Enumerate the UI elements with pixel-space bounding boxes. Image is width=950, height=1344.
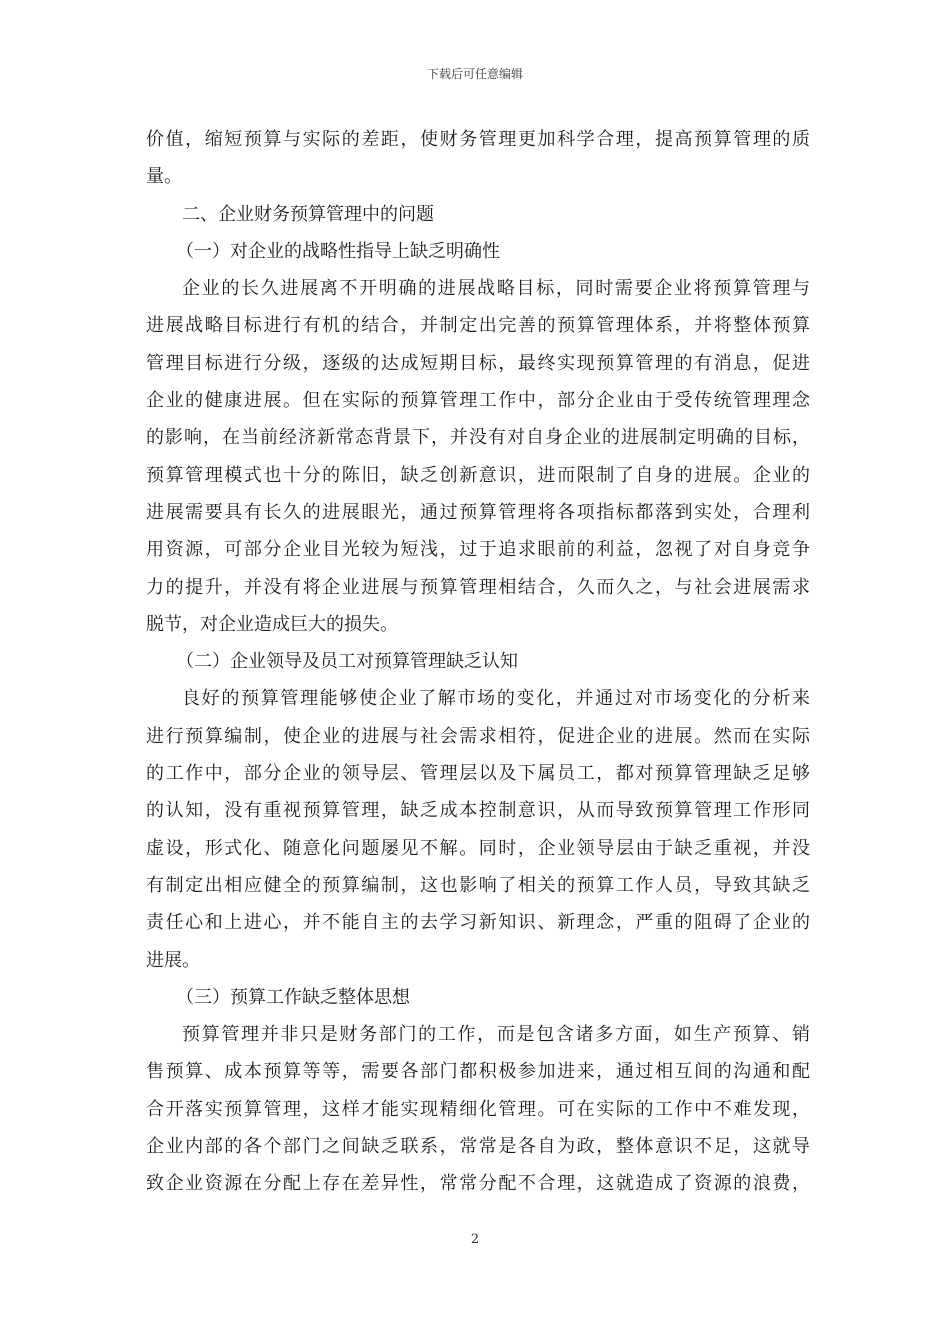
text-line: 用资源，可部分企业目光较为短浅，过于追求眼前的利益，忽视了对自身竞争 — [146, 539, 810, 561]
text-line: 合开落实预算管理，这样才能实现精细化管理。可在实际的工作中不难发现， — [146, 1098, 810, 1120]
subsection-heading: （二）企业领导及员工对预算管理缺乏认知 — [176, 651, 518, 673]
text-line: 企业内部的各个部门之间缺乏联系，常常是各自为政，整体意识不足，这就导 — [146, 1136, 810, 1158]
text-line: 虚设，形式化、随意化问题屡见不解。同时，企业领导层由于缺乏重视，并没 — [146, 837, 810, 859]
text-line: 价值，缩短预算与实际的差距，使财务管理更加科学合理，提高预算管理的质 — [146, 129, 810, 150]
text-line: 力的提升，并没有将企业进展与预算管理相结合，久而久之，与社会进展需求 — [146, 576, 810, 598]
text-line: 致企业资源在分配上存在差异性，常常分配不合理，这就造成了资源的浪费， — [146, 1173, 810, 1195]
text-line: 的认知，没有重视预算管理，缺乏成本控制意识，从而导致预算管理工作形同 — [146, 800, 810, 822]
text-line: 企业的长久进展离不开明确的进展战略目标，同时需要企业将预算管理与 — [182, 278, 810, 300]
section-heading: 二、企业财务预算管理中的问题 — [182, 203, 434, 225]
text-line: 有制定出相应健全的预算编制，这也影响了相关的预算工作人员，导致其缺乏 — [146, 874, 810, 896]
document-body — [146, 121, 810, 1203]
text-line: 责任心和上进心，并不能自主的去学习新知识、新理念，严重的阻碍了企业的 — [146, 912, 810, 934]
text-line: 脱节，对企业造成巨大的损失。 — [146, 613, 398, 635]
text-line: 进行预算编制，使企业的进展与社会需求相符，促进企业的进展。然而在实际 — [146, 725, 810, 747]
text-line: 进展需要具有长久的进展眼光，通过预算管理将各项指标都落到实处，合理利 — [146, 501, 810, 523]
text-line: 预算管理并非只是财务部门的工作，而是包含诸多方面，如生产预算、销 — [182, 1024, 810, 1046]
text-line: 售预算、成本预算等等，需要各部门都积极参加进来，通过相互间的沟通和配 — [146, 1061, 810, 1083]
text-line: 良好的预算管理能够使企业了解市场的变化，并通过对市场变化的分析来 — [182, 688, 810, 710]
page-number: 2 — [470, 1232, 480, 1247]
text-line: 管理目标进行分级，逐级的达成短期目标，最终实现预算管理的有消息，促进 — [146, 352, 810, 374]
subsection-heading: （一）对企业的战略性指导上缺乏明确性 — [176, 240, 500, 262]
text-line: 的影响，在当前经济新常态背景下，并没有对自身企业的进展制定明确的目标， — [146, 427, 810, 449]
text-line: 企业的健康进展。但在实际的预算管理工作中，部分企业由于受传统管理理念 — [146, 390, 810, 412]
text-line: 进展战略目标进行有机的结合，并制定出完善的预算管理体系，并将整体预算 — [146, 315, 810, 337]
page-header: 下载后可任意编辑 — [426, 67, 523, 81]
subsection-heading: （三）预算工作缺乏整体思想 — [176, 986, 410, 1008]
text-line: 预算管理模式也十分的陈旧，缺乏创新意识，进而限制了自身的进展。企业的 — [146, 464, 810, 486]
text-line: 的工作中，部分企业的领导层、管理层以及下属员工，都对预算管理缺乏足够 — [146, 763, 810, 785]
text-line: 量。 — [146, 166, 182, 188]
text-line: 进展。 — [146, 949, 200, 971]
